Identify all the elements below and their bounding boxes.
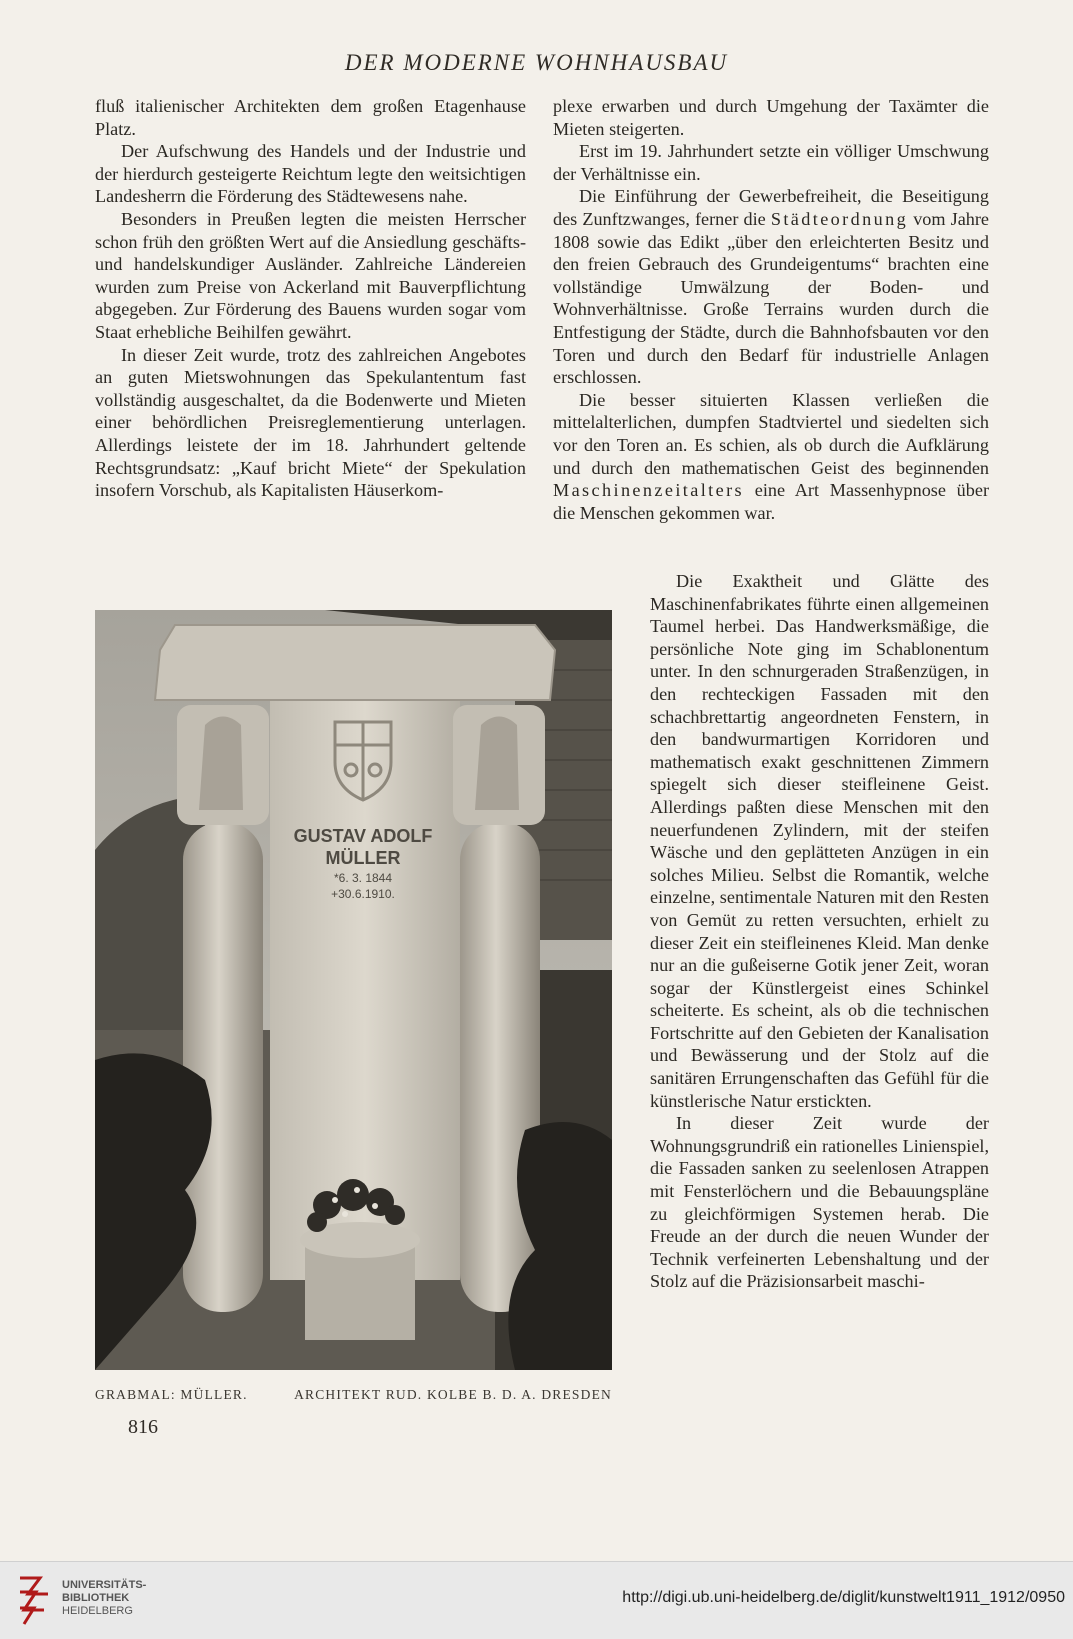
inscription-name-2: MÜLLER [325, 848, 401, 868]
library-logo-icon [14, 1572, 54, 1628]
running-title: DER MODERNE WOHNHAUSBAU [344, 50, 729, 75]
page-number: 816 [128, 1416, 158, 1438]
caption-credit: ARCHITEKT RUD. KOLBE B. D. A. DRESDEN [294, 1387, 612, 1402]
inscription-died: +30.6.1910. [331, 887, 395, 901]
gravestone-illustration [95, 610, 612, 1370]
paragraph: In dieser Zeit wurde, trotz des zahlreichen Angebotes an guten Mietswohnungen das Spekulantentum fast vollständig ausgeschaltet, da die Bodenwerte und Mieten einer behördlichen Preisreglementierung unterlagen. Allerdings leistete der im 18. Jahrhundert geltende Rechtsgrundsatz: „Kauf bricht Miete“ der Spekulation insofern Vorschub, als Kapitalisten Häuserkom- [95, 344, 526, 501]
library-footer [0, 1561, 1073, 1639]
inscription-name-1: GUSTAV ADOLF [293, 826, 433, 846]
source-url-link[interactable]: http://digi.ub.uni-heidelberg.de/diglit/kunstwelt1911_1912/0950 [622, 1589, 1065, 1606]
paragraph: Der Aufschwung des Handels und der Industrie und der hierdurch gesteigerte Reichtum legte den weitsichtigen Landesherrn die Förderung des Städtewesens nahe. [95, 141, 526, 207]
paragraph: Besonders in Preußen legten die meisten Herrscher schon früh den größten Wert auf die Ansiedlung geschäfts- und handelskundiger Ausländer. Zahlreiche Ländereien wurden zum Preise von Ackerland mit Bauverpflichtung abgegeben. Zur Förderung des Bauens wurden sogar vom Staat erhebliche Beihilfen gewährt. [95, 208, 526, 342]
paragraph: plexe erwarben und durch Umgehung der Taxämter die Mieten steigerten. [553, 96, 989, 139]
figure-caption [95, 1387, 612, 1403]
spaced-word: Maschinenzeitalters [553, 480, 745, 501]
library-name: UNIVERSITÄTS- BIBLIOTHEK HEIDELBERG [62, 1579, 147, 1617]
paragraph: Die Einführung der Gewerbefreiheit, die Beseitigung des Zunftzwanges, ferner die Städteordnung vom Jahre 1808 sowie das Edikt „über den erleichterten Besitz und den freien Gebrauch des Grundeigentums“ brachten eine vollständige Umwälzung der Boden- und Wohnverhältnisse. Große Terrains wurden durch die Entfestigung der Städte, durch die Bahnhofsbauten vor den Toren und durch den Bedarf für industrielle Anlagen erschlossen. [553, 186, 989, 388]
text-column-left [95, 95, 526, 502]
text-column-narrow [650, 570, 989, 1293]
paragraph: fluß italienischer Architekten dem großen Etagenhause Platz. [95, 96, 526, 139]
paragraph: Die Exaktheit und Glätte des Maschinenfabrikates führte einen allgemeinen Taumel herbei. Das Handwerksmäßige, die persönliche Note ging im Schablonentum unter. In den schnurgeraden Straßenzügen, in den rechteckigen Fassaden mit den schachbrettartig angeordneten Fenstern, in den bandwurmartigen Korridoren und mathematisch exakt geschnittenen Zimmern spiegelt sich dieser steifleinene Geist. Allerdings paßten diese Menschen mit den neuerfundenen Zylindern, mit der steifen Wäsche und den geplätteten Anzügen in ein solches Milieu. Selbst die Romantik, welche einzelne, sentimentale Naturen mit den Resten von Gemüt zu retten versuchten, erhielt zu dieser Zeit ein steifleinenes Kleid. Man denke nur an die gußeiserne Gotik jener Zeit, woran sogar der Künstlergeist eines Schinkel scheiterte. Es scheint, als ob die technischen Fortschritte auf den Gebieten der Kanalisation und Bewässerung und der Stolz auf die sanitären Errungenschaften das Gefühl für die künstlerische Natur erstickten. [650, 571, 989, 1111]
paragraph: Die besser situierten Klassen verließen die mittelalterlichen, dumpfen Stadtviertel und siedelten sich vor den Toren an. Es schien, als ob durch die Aufklärung und durch den mathematischen Geist des beginnenden Maschinenzeitalters eine Art Massenhypnose über die Menschen gekommen war. [553, 389, 989, 523]
paragraph: In dieser Zeit wurde der Wohnungsgrundriß ein rationelles Linienspiel, die Fassaden sanken zu seelenlosen Atrappen mit Fensterlöchern und die Bebauungspläne zu gleichförmigen Systemen herab. Die Freude an der durch die neuen Wunder der Technik verfeinerten Lebenshaltung und der Stolz auf die Präzisionsarbeit maschi- [650, 1113, 989, 1292]
caption-title: GRABMAL: MÜLLER. [95, 1387, 248, 1402]
inscription-born: *6. 3. 1844 [333, 871, 393, 885]
text-column-right [553, 95, 989, 524]
gravestone-photo [95, 610, 612, 1370]
paragraph: Erst im 19. Jahrhundert setzte ein völliger Umschwung der Verhältnisse ein. [553, 141, 989, 184]
spaced-word: Städteordnung [770, 208, 909, 229]
